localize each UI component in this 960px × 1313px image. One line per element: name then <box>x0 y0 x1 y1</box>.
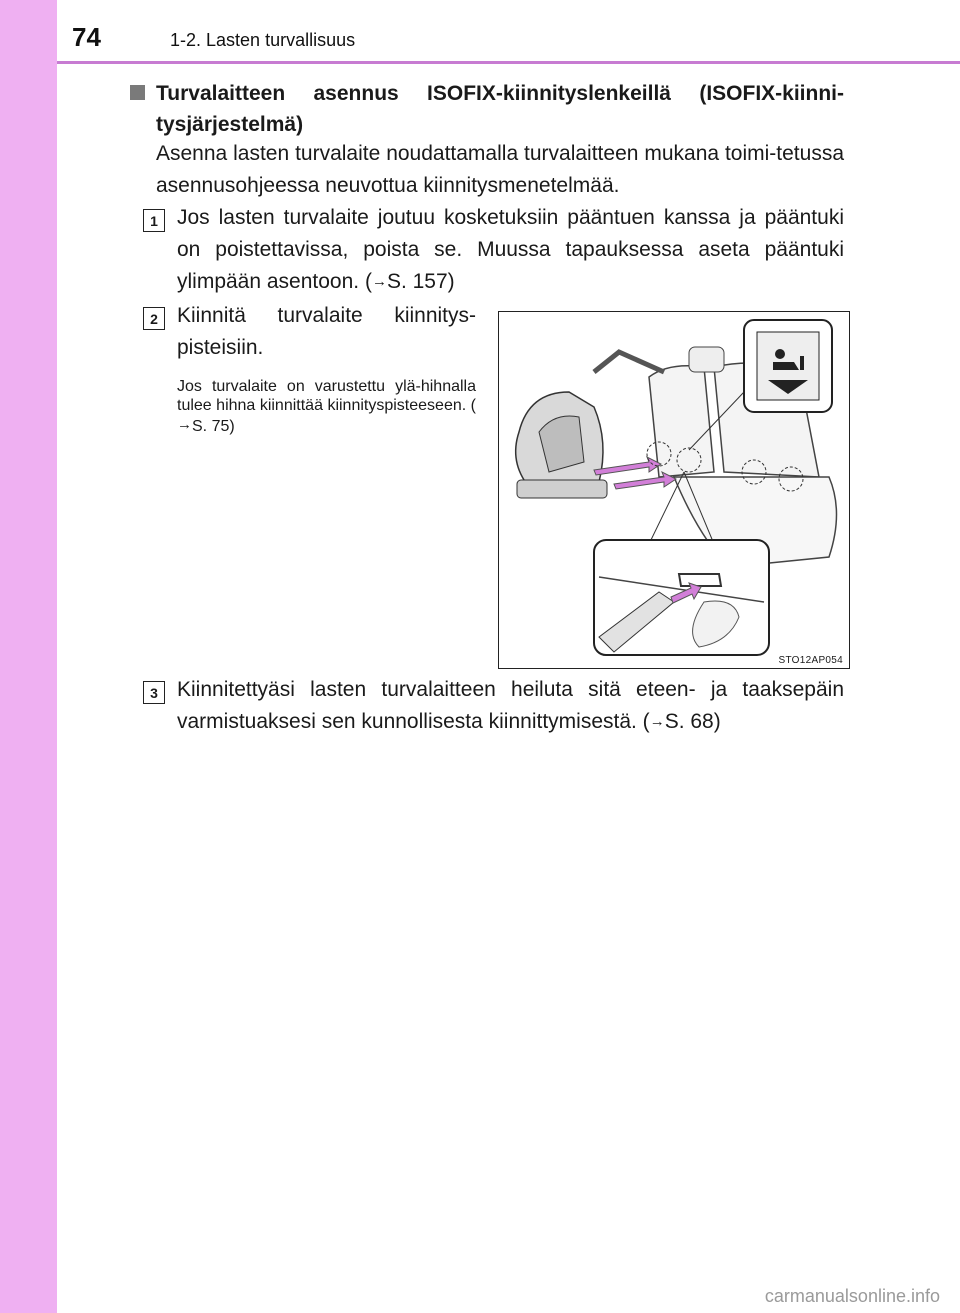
step-3-text <box>177 674 844 738</box>
isofix-illustration <box>498 311 850 669</box>
right-arrow-icon: → <box>177 416 192 433</box>
step-number-1: 1 <box>143 209 165 232</box>
heading-text: Turvalaitteen asennus ISOFIX-kiinnityslenkeillä (ISOFIX-kiinni-tysjärjestelmä) <box>156 82 844 136</box>
step-1-reference[interactable]: S. 157) <box>386 270 455 293</box>
right-arrow-icon: → <box>649 713 665 730</box>
step-number-3: 3 <box>143 681 165 704</box>
page-number: 74 <box>72 22 101 52</box>
step-2-note <box>177 377 476 436</box>
left-margin-band <box>0 0 57 1313</box>
intro-paragraph: Asenna lasten turvalaite noudattamalla turvalaitteen mukana toimi-tetussa asennusohjeessa neuvottua kiinnitysmenetelmää. <box>156 142 844 197</box>
step-1-body: Jos lasten turvalaite joutuu kosketuksiin pääntuen kanssa ja pääntuki on poistettavissa, poista se. Muussa tapauksessa aseta pääntuki ylimpään asentoon. ( <box>177 206 844 293</box>
header-rule <box>57 61 960 64</box>
step-3-reference[interactable]: S. 68) <box>664 710 721 733</box>
square-bullet-icon <box>130 85 145 100</box>
step-2-text: Kiinnitä turvalaite kiinnitys-pisteisiin. <box>177 304 476 359</box>
step-3-body: Kiinnitettyäsi lasten turvalaitteen heiluta sitä eteen- ja taaksepäin varmistuaksesi sen kunnollisesta kiinnittymisestä. ( <box>177 678 844 733</box>
right-arrow-icon: → <box>371 273 387 290</box>
car-seat-diagram <box>499 312 849 668</box>
section-heading <box>130 78 844 140</box>
illustration-code: STO12AP054 <box>778 655 843 666</box>
section-title: 1-2. Lasten turvallisuus <box>170 30 356 50</box>
note-body: Jos turvalaite on varustettu ylä-hihnalla tulee hihna kiinnittää kiinnityspisteeseen. ( <box>177 378 476 414</box>
note-reference[interactable]: S. 75) <box>192 418 235 435</box>
step-number-2: 2 <box>143 307 165 330</box>
watermark: carmanualsonline.info <box>764 1286 940 1306</box>
step-1-text <box>177 202 844 298</box>
